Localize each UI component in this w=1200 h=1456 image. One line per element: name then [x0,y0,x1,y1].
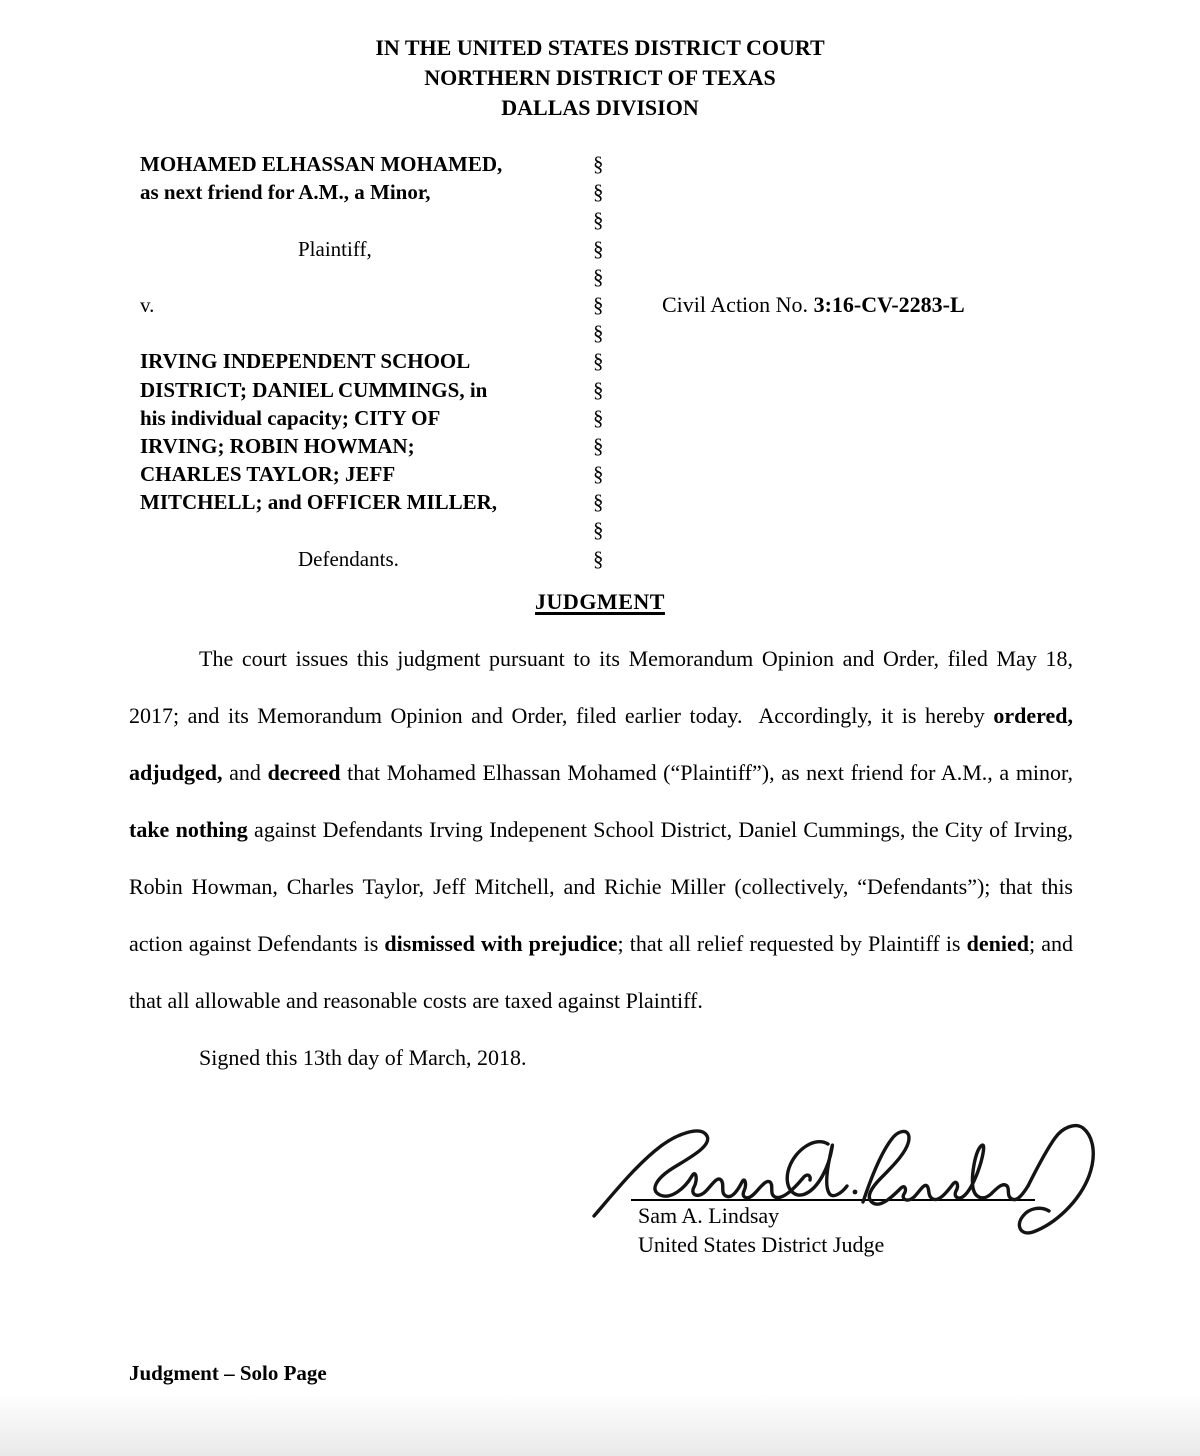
section-symbol: § [593,236,604,261]
caption-row [140,291,1150,319]
body-text: ; and that all allowable and reasonable costs are taxed against Plaintiff. [129,931,1073,1013]
defendant-name: DISTRICT; DANIEL CUMMINGS, in [140,377,488,402]
caption-row [140,432,1150,460]
defendant-name: IRVING; ROBIN HOWMAN; [140,433,415,458]
section-symbol: § [593,518,604,543]
take-nothing-bold: take nothing [129,817,248,842]
document-title-text: JUDGMENT [535,589,665,614]
civil-action-label: Civil Action No. [662,291,814,317]
caption-row [140,263,1150,291]
case-number: 3:16-CV-2283-L [813,291,965,317]
caption-row [140,404,1150,432]
versus-abbreviation: v. [140,292,155,317]
signature-stroke-middle-initial [787,1142,847,1196]
caption-row [140,376,1150,404]
body-text: The court issues this judgment pursuant to its Memorandum Opinion and Order, filed May 18, 2017; and its Memorandum Opinion and Order, filed earlier today. Accordingly, it is hereby [129,646,1073,728]
section-symbol: § [593,292,604,317]
section-symbol: § [593,546,604,571]
section-symbol: § [593,433,604,458]
section-symbol: § [593,377,604,402]
caption-row [140,206,1150,234]
caption-row [140,516,1150,544]
caption-row [140,150,1150,178]
body-text: against Defendants Irving Indepenent School District, Daniel Cummings, the City of Irving, Robin Howman, Charles Taylor, Jeff Mitchell, and Richie Miller (collectively, “Defendants”); that this action against Defendants is [129,817,1073,956]
caption-row [140,347,1150,375]
district-line: NORTHERN DISTRICT OF TEXAS [424,65,776,90]
section-symbol: § [593,490,604,515]
judge-typed-name: Sam A. Lindsay [638,1203,780,1228]
section-symbol: § [593,321,604,346]
caption-row [140,488,1150,516]
defendant-name: his individual capacity; CITY OF [140,405,441,430]
defendant-name: IRVING INDEPENDENT SCHOOL [140,349,471,374]
defendant-name: MITCHELL; and OFFICER MILLER, [140,490,498,515]
section-symbol: § [593,405,604,430]
page-bottom-shadow [0,1392,1200,1456]
ordered-adjudged-bold: ordered, adjudged, [129,703,1073,785]
court-header [0,33,1200,123]
signature-stroke-flourish [1019,1126,1093,1233]
signature-period-dot [853,1190,858,1195]
case-caption [140,150,1150,573]
signature-stroke-lindsay [863,1131,1028,1204]
court-name-line: IN THE UNITED STATES DISTRICT COURT [375,35,825,60]
caption-row [140,235,1150,263]
document-title [0,589,1200,615]
signed-date-line: Signed this 13th day of March, 2018. [199,1045,527,1070]
body-text: ; that all relief requested by Plaintiff is [617,931,967,956]
judgment-paragraph [129,630,1073,1029]
plaintiff-name: MOHAMED ELHASSAN MOHAMED, [140,152,503,176]
judge-typed-title: United States District Judge [638,1231,885,1257]
caption-row [140,319,1150,347]
body-text: that Mohamed Elhassan Mohamed (“Plaintiff”), as next friend for A.M., a minor, [340,760,1073,785]
civil-action-number [662,291,965,319]
division-line: DALLAS DIVISION [501,95,699,120]
decreed-bold: decreed [267,760,341,785]
plaintiff-designation: Plaintiff, [298,236,372,261]
defendants-designation: Defendants. [298,546,399,571]
signature-line [631,1199,1035,1201]
defendant-name: CHARLES TAYLOR; JEFF [140,462,396,487]
caption-row [140,460,1150,488]
section-symbol: § [593,264,604,289]
caption-row [140,545,1150,573]
plaintiff-name: as next friend for A.M., a Minor, [140,180,431,205]
section-symbol: § [593,462,604,487]
document-footer: Judgment – Solo Page [129,1361,327,1385]
signature-block [638,1202,884,1259]
body-text: and [222,760,268,785]
section-symbol: § [593,152,604,176]
section-symbol: § [593,180,604,205]
denied-bold: denied [966,931,1029,956]
section-symbol: § [593,208,604,233]
judgment-body [129,630,1073,1086]
section-symbol: § [593,349,604,374]
dismissed-with-prejudice-bold: dismissed with prejudice [384,931,618,956]
caption-row [140,178,1150,206]
